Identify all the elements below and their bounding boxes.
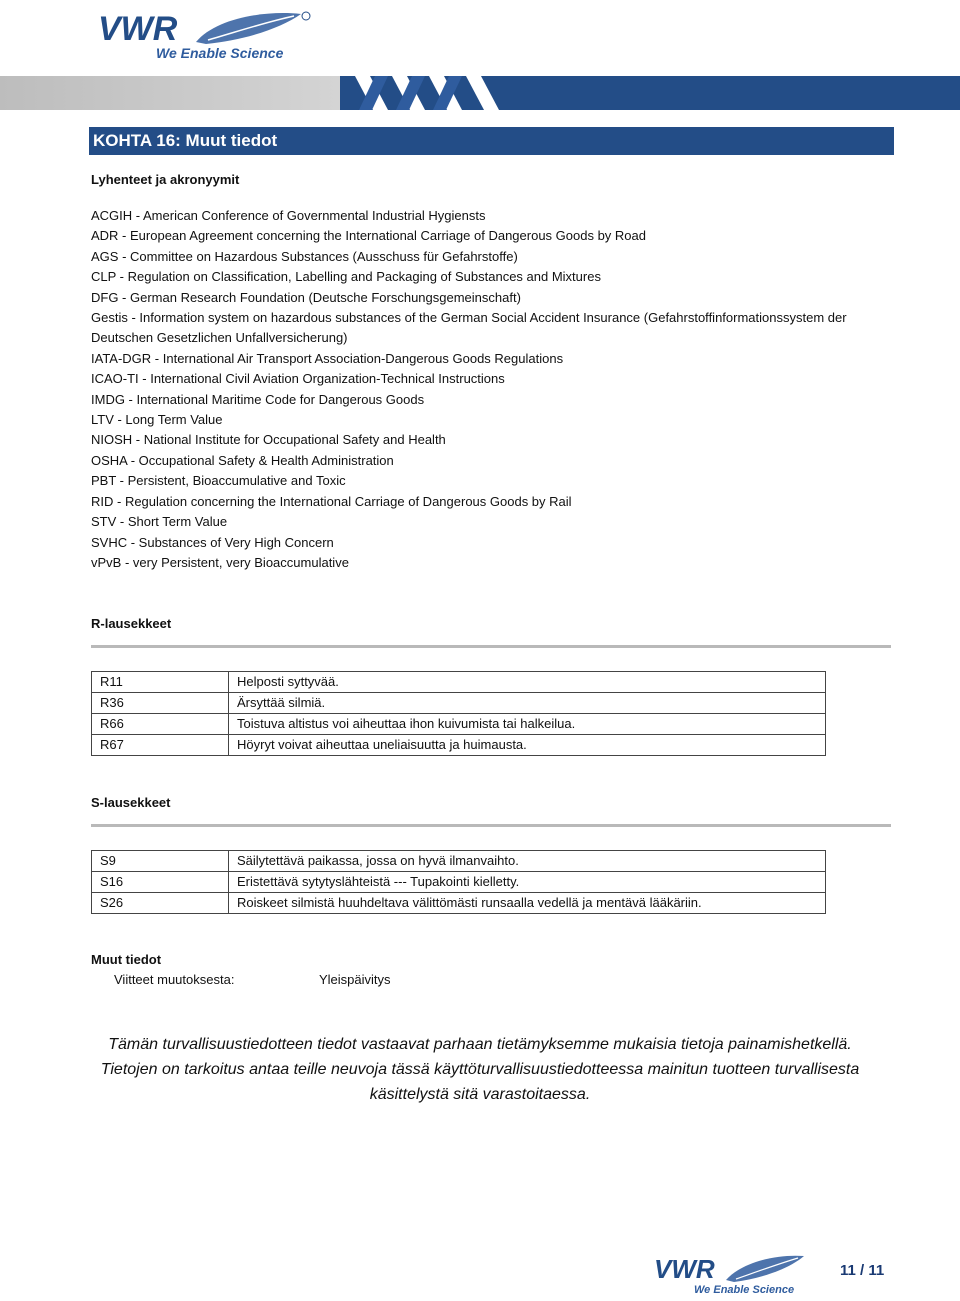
table-row bbox=[92, 672, 826, 693]
list-item: RID - Regulation concerning the International Carriage of Dangerous Goods by Rail bbox=[91, 493, 572, 509]
r-phrases-heading: R-lausekkeet bbox=[91, 616, 172, 631]
list-item: ADR - European Agreement concerning the International Carriage of Dangerous Goods by Road bbox=[91, 228, 646, 244]
table-row bbox=[92, 893, 826, 914]
disclaimer-line: Tietojen on tarkoitus antaa teille neuvoja tässä käyttöturvallisuustiedotteessa mainitun tuotteen turvallisesta bbox=[100, 1061, 860, 1078]
header-band bbox=[0, 72, 960, 110]
phrase-text: Toistuva altistus voi aiheuttaa ihon kuivumista tai halkeilua. bbox=[229, 714, 826, 735]
list-item: NIOSH - National Institute for Occupational Safety and Health bbox=[91, 432, 446, 448]
table-row bbox=[92, 872, 826, 893]
phrase-code: S16 bbox=[92, 872, 229, 893]
list-item: IMDG - International Maritime Code for Dangerous Goods bbox=[91, 391, 425, 407]
vwr-tagline: We Enable Science bbox=[156, 45, 284, 61]
revision-value: Yleispäivitys bbox=[319, 972, 391, 987]
section-title: KOHTA 16: Muut tiedot bbox=[89, 127, 894, 155]
list-item: STV - Short Term Value bbox=[91, 514, 228, 530]
phrase-text: Säilytettävä paikassa, jossa on hyvä ilmanvaihto. bbox=[229, 851, 826, 872]
list-item: LTV - Long Term Value bbox=[91, 412, 223, 428]
phrase-code: R66 bbox=[92, 714, 229, 735]
table-row bbox=[92, 714, 826, 735]
list-item: IATA-DGR - International Air Transport Association-Dangerous Goods Regulations bbox=[91, 350, 564, 366]
list-item: vPvB - very Persistent, very Bioaccumulative bbox=[91, 554, 349, 570]
phrase-text: Höyryt voivat aiheuttaa uneliaisuutta ja huimausta. bbox=[229, 735, 826, 756]
divider bbox=[91, 824, 891, 827]
vwr-logo bbox=[96, 6, 316, 62]
table-row bbox=[92, 851, 826, 872]
vwr-logo-text: VWR bbox=[654, 1254, 715, 1284]
list-item: OSHA - Occupational Safety & Health Administration bbox=[91, 452, 394, 468]
disclaimer bbox=[60, 1032, 900, 1107]
list-item: Gestis - Information system on hazardous substances of the German Social Accident Insurance (Gefahrstoffinformationssystem der bbox=[91, 310, 847, 326]
phrase-code: R36 bbox=[92, 693, 229, 714]
list-item: SVHC - Substances of Very High Concern bbox=[91, 534, 334, 550]
table-row bbox=[92, 693, 826, 714]
page-number: 11 / 11 bbox=[840, 1262, 885, 1279]
list-item: DFG - German Research Foundation (Deutsche Forschungsgemeinschaft) bbox=[91, 289, 521, 305]
list-item: ICAO-TI - International Civil Aviation Organization-Technical Instructions bbox=[91, 371, 505, 387]
s-phrases-heading: S-lausekkeet bbox=[91, 795, 171, 810]
abbreviation-list bbox=[91, 206, 881, 573]
divider bbox=[91, 645, 891, 648]
list-item: CLP - Regulation on Classification, Labelling and Packaging of Substances and Mixtures bbox=[91, 269, 601, 285]
phrase-text: Ärsyttää silmiä. bbox=[229, 693, 826, 714]
list-item: ACGIH - American Conference of Governmental Industrial Hygiensts bbox=[91, 208, 486, 223]
phrase-text: Eristettävä sytytyslähteistä --- Tupakointi kielletty. bbox=[229, 872, 826, 893]
list-item: AGS - Committee on Hazardous Substances (Ausschuss für Gefahrstoffe) bbox=[91, 248, 518, 264]
vwr-tagline: We Enable Science bbox=[694, 1284, 795, 1296]
phrase-text: Helposti syttyvää. bbox=[229, 672, 826, 693]
phrase-text: Roiskeet silmistä huuhdeltava välittömästi runsaalla vedellä ja mentävä lääkäriin. bbox=[229, 893, 826, 914]
disclaimer-line: käsittelystä sitä varastoitaessa. bbox=[369, 1086, 591, 1103]
abbreviations-heading: Lyhenteet ja akronyymit bbox=[91, 172, 240, 187]
phrase-code: S26 bbox=[92, 893, 229, 914]
s-phrases-table bbox=[91, 850, 826, 914]
list-item: Deutschen Gesetzlichen Unfallversicherung) bbox=[91, 330, 348, 346]
vwr-logo-text: VWR bbox=[98, 10, 178, 48]
vwr-logo-footer bbox=[652, 1250, 812, 1296]
list-item: PBT - Persistent, Bioaccumulative and Toxic bbox=[91, 473, 346, 489]
r-phrases-table bbox=[91, 671, 826, 756]
revision-label: Viitteet muutoksesta: bbox=[114, 972, 235, 987]
phrase-code: R11 bbox=[92, 672, 229, 693]
disclaimer-line: Tämän turvallisuustiedotteen tiedot vastaavat parhaan tietämyksemme mukaisia tietoja painamishetkellä. bbox=[108, 1036, 852, 1053]
phrase-code: S9 bbox=[92, 851, 229, 872]
phrase-code: R67 bbox=[92, 735, 229, 756]
table-row bbox=[92, 735, 826, 756]
other-info-heading: Muut tiedot bbox=[91, 952, 162, 967]
